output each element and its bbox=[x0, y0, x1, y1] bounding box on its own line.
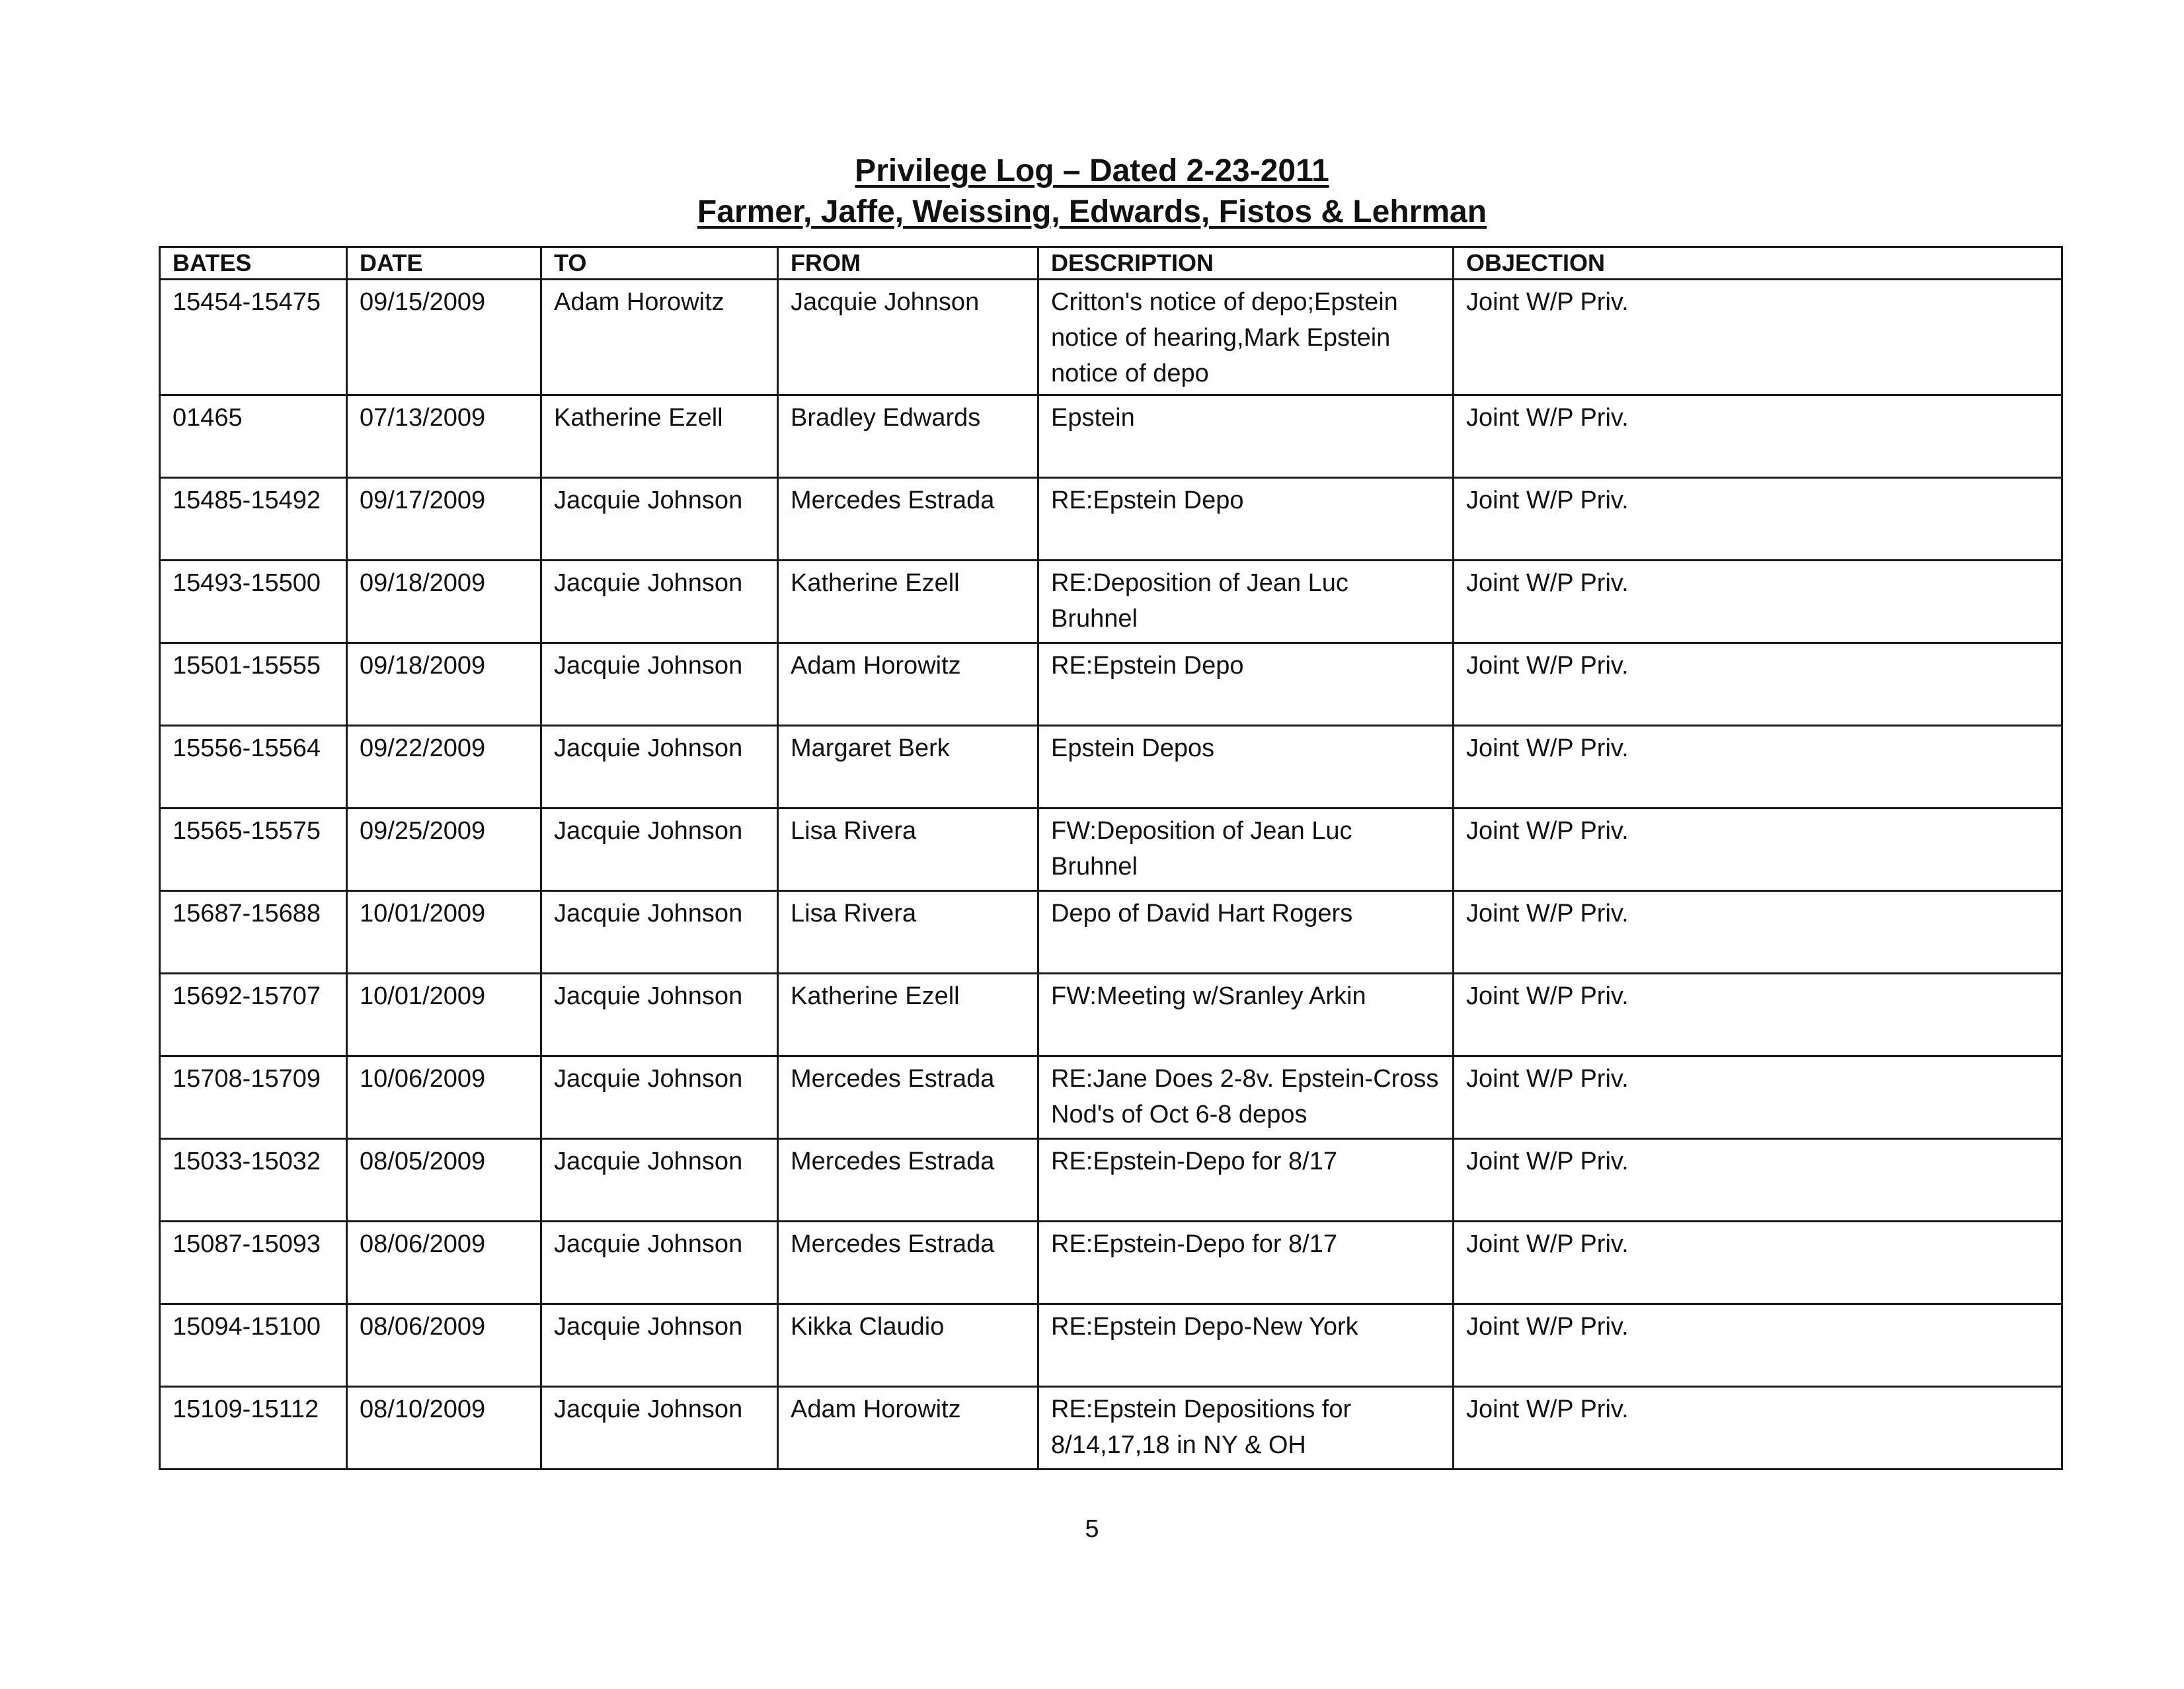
cell-objection: Joint W/P Priv. bbox=[1454, 1387, 2062, 1470]
cell-date: 09/18/2009 bbox=[347, 643, 541, 726]
cell-date: 10/01/2009 bbox=[347, 974, 541, 1056]
document-title: Privilege Log – Dated 2-23-2011 bbox=[855, 153, 1329, 188]
cell-bates: 15565-15575 bbox=[160, 808, 347, 891]
cell-description: RE:Epstein Depositions for 8/14,17,18 in NY & OH bbox=[1038, 1387, 1454, 1470]
column-header-description: DESCRIPTION bbox=[1038, 247, 1454, 280]
cell-from: Kikka Claudio bbox=[778, 1304, 1038, 1387]
cell-description: Epstein Depos bbox=[1038, 726, 1454, 808]
cell-from: Adam Horowitz bbox=[778, 643, 1038, 726]
cell-objection: Joint W/P Priv. bbox=[1454, 1139, 2062, 1222]
table-row bbox=[160, 1387, 2062, 1470]
cell-description: RE:Jane Does 2-8v. Epstein-Cross Nod's of Oct 6-8 depos bbox=[1038, 1056, 1454, 1139]
cell-from: Bradley Edwards bbox=[778, 395, 1038, 478]
cell-bates: 15454-15475 bbox=[160, 280, 347, 395]
cell-from: Katherine Ezell bbox=[778, 561, 1038, 643]
cell-bates: 15687-15688 bbox=[160, 891, 347, 974]
cell-to: Jacquie Johnson bbox=[541, 643, 778, 726]
cell-to: Jacquie Johnson bbox=[541, 974, 778, 1056]
cell-to: Jacquie Johnson bbox=[541, 891, 778, 974]
page-number: 5 bbox=[1085, 1515, 1099, 1543]
cell-to: Jacquie Johnson bbox=[541, 1222, 778, 1304]
cell-bates: 15493-15500 bbox=[160, 561, 347, 643]
cell-to: Jacquie Johnson bbox=[541, 1304, 778, 1387]
cell-bates: 15692-15707 bbox=[160, 974, 347, 1056]
cell-date: 09/22/2009 bbox=[347, 726, 541, 808]
cell-objection: Joint W/P Priv. bbox=[1454, 891, 2062, 974]
table-row bbox=[160, 808, 2062, 891]
cell-description: RE:Epstein-Depo for 8/17 bbox=[1038, 1222, 1454, 1304]
cell-date: 08/05/2009 bbox=[347, 1139, 541, 1222]
cell-date: 07/13/2009 bbox=[347, 395, 541, 478]
cell-from: Lisa Rivera bbox=[778, 808, 1038, 891]
column-header-bates: BATES bbox=[160, 247, 347, 280]
cell-description: Depo of David Hart Rogers bbox=[1038, 891, 1454, 974]
cell-bates: 15708-15709 bbox=[160, 1056, 347, 1139]
cell-objection: Joint W/P Priv. bbox=[1454, 974, 2062, 1056]
cell-to: Adam Horowitz bbox=[541, 280, 778, 395]
cell-date: 10/06/2009 bbox=[347, 1056, 541, 1139]
cell-objection: Joint W/P Priv. bbox=[1454, 561, 2062, 643]
table-row bbox=[160, 974, 2062, 1056]
cell-from: Jacquie Johnson bbox=[778, 280, 1038, 395]
cell-date: 09/25/2009 bbox=[347, 808, 541, 891]
cell-bates: 01465 bbox=[160, 395, 347, 478]
cell-to: Jacquie Johnson bbox=[541, 1139, 778, 1222]
cell-date: 08/06/2009 bbox=[347, 1222, 541, 1304]
cell-bates: 15556-15564 bbox=[160, 726, 347, 808]
cell-date: 08/06/2009 bbox=[347, 1304, 541, 1387]
cell-to: Jacquie Johnson bbox=[541, 478, 778, 561]
cell-bates: 15485-15492 bbox=[160, 478, 347, 561]
column-header-date: DATE bbox=[347, 247, 541, 280]
table-row bbox=[160, 1056, 2062, 1139]
cell-from: Mercedes Estrada bbox=[778, 1222, 1038, 1304]
cell-bates: 15094-15100 bbox=[160, 1304, 347, 1387]
cell-objection: Joint W/P Priv. bbox=[1454, 280, 2062, 395]
privilege-log-table bbox=[159, 246, 2063, 1470]
cell-description: RE:Epstein-Depo for 8/17 bbox=[1038, 1139, 1454, 1222]
cell-description: RE:Deposition of Jean Luc Bruhnel bbox=[1038, 561, 1454, 643]
table-row bbox=[160, 561, 2062, 643]
cell-objection: Joint W/P Priv. bbox=[1454, 643, 2062, 726]
cell-to: Jacquie Johnson bbox=[541, 1387, 778, 1470]
cell-bates: 15087-15093 bbox=[160, 1222, 347, 1304]
cell-date: 09/17/2009 bbox=[347, 478, 541, 561]
column-header-objection: OBJECTION bbox=[1454, 247, 2062, 280]
cell-bates: 15501-15555 bbox=[160, 643, 347, 726]
cell-objection: Joint W/P Priv. bbox=[1454, 1222, 2062, 1304]
cell-objection: Joint W/P Priv. bbox=[1454, 478, 2062, 561]
cell-from: Katherine Ezell bbox=[778, 974, 1038, 1056]
cell-from: Mercedes Estrada bbox=[778, 1139, 1038, 1222]
table-row bbox=[160, 280, 2062, 395]
table-row bbox=[160, 643, 2062, 726]
cell-description: FW:Meeting w/Sranley Arkin bbox=[1038, 974, 1454, 1056]
cell-to: Katherine Ezell bbox=[541, 395, 778, 478]
table-row bbox=[160, 891, 2062, 974]
table-row bbox=[160, 395, 2062, 478]
cell-objection: Joint W/P Priv. bbox=[1454, 808, 2062, 891]
cell-objection: Joint W/P Priv. bbox=[1454, 1304, 2062, 1387]
cell-from: Margaret Berk bbox=[778, 726, 1038, 808]
table-row bbox=[160, 1222, 2062, 1304]
cell-date: 09/18/2009 bbox=[347, 561, 541, 643]
cell-objection: Joint W/P Priv. bbox=[1454, 395, 2062, 478]
table-row bbox=[160, 478, 2062, 561]
cell-from: Mercedes Estrada bbox=[778, 478, 1038, 561]
cell-to: Jacquie Johnson bbox=[541, 726, 778, 808]
cell-to: Jacquie Johnson bbox=[541, 808, 778, 891]
table-row bbox=[160, 1139, 2062, 1222]
cell-to: Jacquie Johnson bbox=[541, 561, 778, 643]
cell-objection: Joint W/P Priv. bbox=[1454, 1056, 2062, 1139]
table-body bbox=[160, 280, 2062, 1470]
cell-description: RE:Epstein Depo-New York bbox=[1038, 1304, 1454, 1387]
cell-bates: 15109-15112 bbox=[160, 1387, 347, 1470]
cell-description: FW:Deposition of Jean Luc Bruhnel bbox=[1038, 808, 1454, 891]
cell-from: Adam Horowitz bbox=[778, 1387, 1038, 1470]
cell-description: Critton's notice of depo;Epstein notice of hearing,Mark Epstein notice of depo bbox=[1038, 280, 1454, 395]
cell-description: Epstein bbox=[1038, 395, 1454, 478]
cell-date: 09/15/2009 bbox=[347, 280, 541, 395]
cell-objection: Joint W/P Priv. bbox=[1454, 726, 2062, 808]
cell-bates: 15033-15032 bbox=[160, 1139, 347, 1222]
cell-description: RE:Epstein Depo bbox=[1038, 478, 1454, 561]
cell-date: 08/10/2009 bbox=[347, 1387, 541, 1470]
document-subtitle: Farmer, Jaffe, Weissing, Edwards, Fistos & Lehrman bbox=[697, 194, 1487, 229]
cell-to: Jacquie Johnson bbox=[541, 1056, 778, 1139]
column-header-to: TO bbox=[541, 247, 778, 280]
cell-from: Mercedes Estrada bbox=[778, 1056, 1038, 1139]
table-row bbox=[160, 1304, 2062, 1387]
column-header-from: FROM bbox=[778, 247, 1038, 280]
cell-from: Lisa Rivera bbox=[778, 891, 1038, 974]
table-row bbox=[160, 726, 2062, 808]
table-header-row bbox=[160, 247, 2062, 280]
cell-description: RE:Epstein Depo bbox=[1038, 643, 1454, 726]
document-header bbox=[0, 151, 2184, 233]
cell-date: 10/01/2009 bbox=[347, 891, 541, 974]
